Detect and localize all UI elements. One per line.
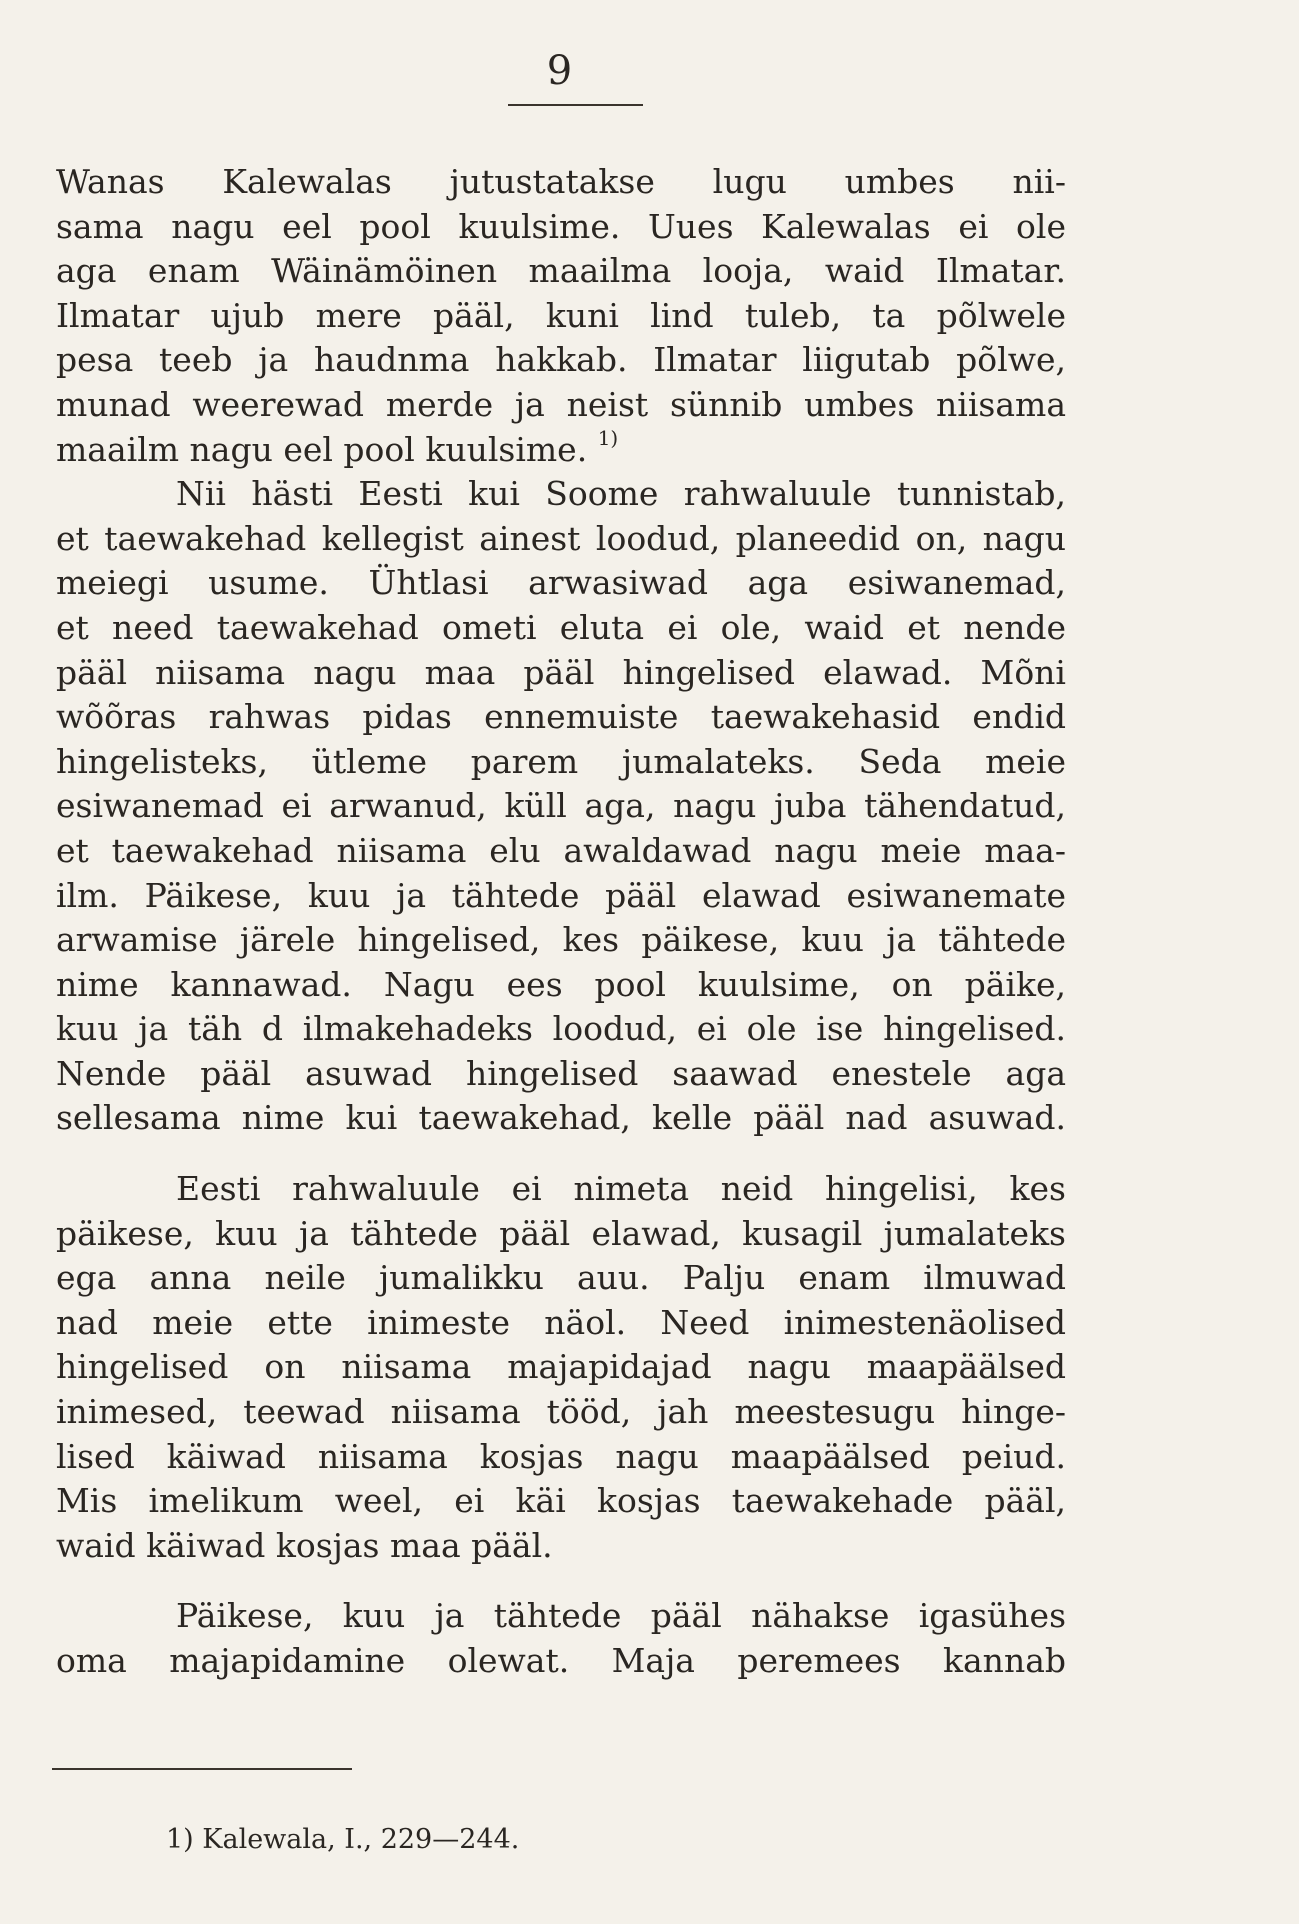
text-line: ega anna neile jumalikku auu. Palju enam ilmuwad bbox=[56, 1258, 1066, 1298]
text-line: Nende pääl asuwad hingelised saawad enestele aga bbox=[56, 1053, 1066, 1093]
text-line: Nii hästi Eesti kui Soome rahwaluule tunnistab, bbox=[176, 474, 1066, 514]
paragraph-1 bbox=[56, 160, 1066, 472]
text-line: sellesama nime kui taewakehad, kelle pääl nad asuwad. bbox=[56, 1098, 1066, 1138]
text-line: arwamise järele hingelised, kes päikese, kuu ja tähtede bbox=[56, 920, 1066, 960]
text-line: et taewakehad niisama elu awaldawad nagu meie maa- bbox=[56, 830, 1066, 870]
text-line: hingelised on niisama majapidajad nagu maapäälsed bbox=[56, 1347, 1066, 1387]
paragraph-3 bbox=[56, 1167, 1066, 1568]
text-line: munad weerewad merde ja neist sünnib umbes niisama bbox=[56, 384, 1066, 424]
text-line: pesa teeb ja haudnma hakkab. Ilmatar liigutab põlwe, bbox=[56, 340, 1066, 380]
text-line: nad meie ette inimeste näol. Need inimestenäolised bbox=[56, 1302, 1066, 1342]
text-line: esiwanemad ei arwanud, küll aga, nagu juba tähendatud, bbox=[56, 786, 1066, 826]
text-line: oma majapidamine olewat. Maja peremees kannab bbox=[56, 1641, 1066, 1680]
body-text bbox=[56, 160, 1066, 1684]
footnote: 1) Kalewala, I., 229—244. bbox=[166, 1824, 520, 1855]
footnote-rule bbox=[52, 1768, 352, 1770]
text-line: kuu ja täh d ilmakehadeks loodud, ei ole ise hingelised. bbox=[56, 1009, 1066, 1049]
text-line: Wanas Kalewalas jutustatakse lugu umbes nii- bbox=[56, 162, 1066, 201]
text-line: wõõras rahwas pidas ennemuiste taewakehasid endid bbox=[56, 697, 1066, 737]
footnote-marker: 1) bbox=[597, 427, 619, 450]
text-line: et need taewakehad ometi eluta ei ole, waid et nende bbox=[56, 607, 1066, 647]
text-line: Eesti rahwaluule ei nimeta neid hingelisi, kes bbox=[176, 1169, 1066, 1209]
paragraph-4 bbox=[56, 1594, 1066, 1683]
paragraph-gap bbox=[56, 1568, 1066, 1594]
text-line: Päikese, kuu ja tähtede pääl nähakse igasühes bbox=[176, 1596, 1066, 1636]
text-line: pääl niisama nagu maa pääl hingelised elawad. Mõni bbox=[56, 652, 1066, 692]
text-line: lised käiwad niisama kosjas nagu maapäälsed peiud. bbox=[56, 1436, 1066, 1476]
text-line: Ilmatar ujub mere pääl, kuni lind tuleb, ta põlwele bbox=[56, 295, 1066, 335]
text-line: meiegi usume. Ühtlasi arwasiwad aga esiwanemad, bbox=[56, 563, 1066, 603]
text-line: waid käiwad kosjas maa pääl. bbox=[56, 1525, 553, 1565]
text-line: ilm. Päikese, kuu ja tähtede pääl elawad esiwanemate bbox=[56, 875, 1066, 915]
text-line: Mis imelikum weel, ei käi kosjas taewakehade pääl, bbox=[56, 1481, 1066, 1521]
text-line: sama nagu eel pool kuulsime. Uues Kalewalas ei ole bbox=[56, 206, 1066, 246]
text-line: hingelisteks, ütleme parem jumalateks. Seda meie bbox=[56, 741, 1066, 781]
text-line bbox=[56, 428, 1066, 473]
text-line: aga enam Wäinämöinen maailma looja, waid Ilmatar. bbox=[56, 251, 1066, 291]
text-line-content: maailm nagu eel pool kuulsime. bbox=[56, 429, 588, 469]
page-number-rule bbox=[508, 104, 643, 106]
text-line: et taewakehad kellegist ainest loodud, planeedid on, nagu bbox=[56, 518, 1066, 558]
paragraph-2 bbox=[56, 472, 1066, 1141]
page-number: 9 bbox=[546, 48, 574, 94]
text-line: nime kannawad. Nagu ees pool kuulsime, on päike, bbox=[56, 964, 1066, 1004]
paragraph-gap bbox=[56, 1141, 1066, 1167]
text-line: päikese, kuu ja tähtede pääl elawad, kusagil jumalateks bbox=[56, 1213, 1066, 1253]
text-line: inimesed, teewad niisama tööd, jah meestesugu hinge- bbox=[56, 1392, 1066, 1432]
